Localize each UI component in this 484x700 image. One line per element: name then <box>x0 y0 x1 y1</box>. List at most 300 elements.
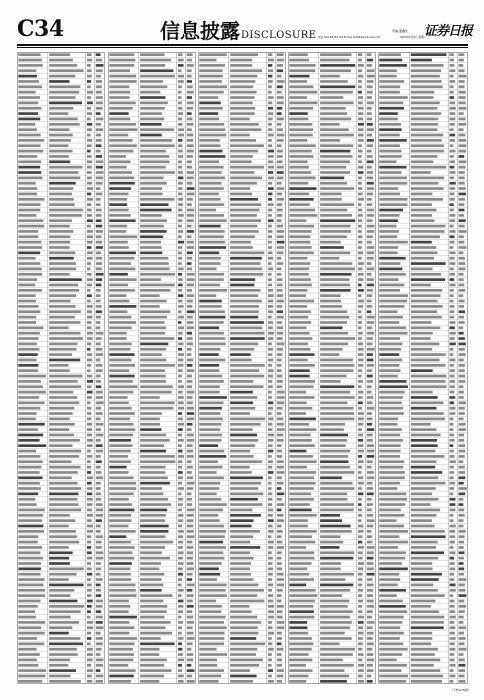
cell-text <box>367 455 374 458</box>
cell-text <box>320 487 354 490</box>
cell-text <box>459 380 466 383</box>
cell-text <box>379 273 405 276</box>
cell-text <box>109 450 130 453</box>
cell-text <box>268 562 273 565</box>
cell-text <box>450 610 456 613</box>
cell-text <box>367 284 374 287</box>
cell-text <box>140 584 163 587</box>
cell-text <box>320 321 347 324</box>
cell-text <box>367 653 373 656</box>
cell-text <box>379 385 408 388</box>
cell-text <box>411 310 437 313</box>
cell-text <box>411 626 444 629</box>
cell-text <box>411 332 433 335</box>
cell-text <box>87 343 91 346</box>
cell-text <box>411 353 446 356</box>
cell-text <box>199 300 221 303</box>
cell-text <box>277 112 282 115</box>
cell-text <box>87 482 92 485</box>
cell-text <box>358 102 363 105</box>
cell-text <box>367 412 372 415</box>
cell-text <box>187 621 194 624</box>
cell-text <box>230 75 257 78</box>
cell-text <box>199 551 223 554</box>
cell-text <box>187 155 193 158</box>
cell-text <box>199 385 219 388</box>
cell-text <box>49 294 76 297</box>
cell-text <box>18 530 44 533</box>
cell-text <box>277 144 282 147</box>
cell-text <box>459 525 464 528</box>
cell-text <box>459 332 464 335</box>
cell-text <box>49 177 80 180</box>
cell-text <box>367 75 375 78</box>
cell-text <box>87 160 92 163</box>
cell-text <box>379 96 407 99</box>
cell-text <box>379 193 400 196</box>
cell-text <box>178 252 182 255</box>
cell-text <box>277 348 283 351</box>
cell-text <box>18 648 36 651</box>
cell-text <box>87 289 91 292</box>
cell-text <box>268 64 272 67</box>
cell-text <box>320 594 342 597</box>
cell-text <box>367 632 374 635</box>
cell-text <box>178 332 183 335</box>
cell-text <box>277 664 282 667</box>
cell-text <box>49 450 81 453</box>
cell-text <box>411 59 432 62</box>
cell-text <box>187 493 192 496</box>
cell-text <box>178 530 184 533</box>
cell-text <box>411 610 439 613</box>
cell-text <box>459 450 466 453</box>
cell-text <box>320 621 352 624</box>
cell-text <box>199 112 218 115</box>
cell-text <box>87 171 92 174</box>
cell-text <box>379 675 408 678</box>
cell-text <box>411 359 440 362</box>
cell-text <box>289 584 306 587</box>
cell-text <box>140 332 165 335</box>
cell-text <box>268 369 274 372</box>
cell-text <box>87 278 93 281</box>
cell-text <box>49 166 82 169</box>
cell-text <box>358 69 362 72</box>
cell-text <box>199 535 225 538</box>
cell-text <box>18 289 42 292</box>
cell-text <box>411 584 434 587</box>
cell-text <box>96 343 101 346</box>
cell-text <box>289 503 309 506</box>
cell-text <box>87 187 93 190</box>
cell-text <box>87 519 92 522</box>
cell-text <box>289 102 317 105</box>
cell-text <box>450 584 456 587</box>
cell-text <box>379 514 404 517</box>
cell-text <box>109 637 137 640</box>
cell-text <box>277 214 283 217</box>
cell-text <box>411 171 431 174</box>
cell-text <box>187 514 194 517</box>
cell-text <box>450 450 454 453</box>
cell-text <box>320 535 340 538</box>
cell-text <box>140 139 172 142</box>
cell-text <box>289 493 311 496</box>
cell-text <box>140 621 170 624</box>
cell-text <box>411 525 435 528</box>
table-column-3 <box>198 52 286 684</box>
cell-text <box>277 412 282 415</box>
cell-text <box>178 428 183 431</box>
cell-text <box>379 535 399 538</box>
cell-text <box>320 91 353 94</box>
cell-text <box>18 557 43 560</box>
cell-text <box>268 412 272 415</box>
cell-text <box>289 498 314 501</box>
cell-text <box>277 203 282 206</box>
cell-text <box>49 605 84 608</box>
cell-text <box>18 198 44 201</box>
cell-text <box>268 128 273 131</box>
cell-text <box>459 316 465 319</box>
cell-text <box>230 102 253 105</box>
cell-text <box>277 155 283 158</box>
cell-text <box>358 91 362 94</box>
cell-text <box>320 155 352 158</box>
cell-text <box>358 653 364 656</box>
cell-text <box>49 59 73 62</box>
cell-text <box>367 578 373 581</box>
cell-text <box>49 171 78 174</box>
cell-text <box>140 209 171 212</box>
cell-text <box>230 541 250 544</box>
cell-text <box>289 300 314 303</box>
cell-text <box>18 525 43 528</box>
cell-text <box>230 423 261 426</box>
cell-text <box>187 530 194 533</box>
cell-text <box>96 471 102 474</box>
cell-text <box>411 605 431 608</box>
cell-text <box>450 155 454 158</box>
cell-text <box>87 96 91 99</box>
cell-text <box>230 675 256 678</box>
cell-text <box>18 150 43 153</box>
cell-text <box>411 209 437 212</box>
cell-text <box>199 680 218 683</box>
cell-text <box>289 160 307 163</box>
cell-text <box>367 487 373 490</box>
cell-text <box>178 273 182 276</box>
cell-text <box>289 305 307 308</box>
cell-text <box>109 262 131 265</box>
cell-text <box>320 680 347 683</box>
cell-text <box>277 525 282 528</box>
cell-text <box>140 294 160 297</box>
cell-text <box>379 428 401 431</box>
cell-text <box>199 241 224 244</box>
cell-text <box>289 182 308 185</box>
cell-text <box>358 337 362 340</box>
cell-text <box>358 326 362 329</box>
cell-text <box>140 675 164 678</box>
cell-text <box>320 653 353 656</box>
cell-text <box>96 664 103 667</box>
cell-text <box>178 385 184 388</box>
cell-text <box>96 262 102 265</box>
cell-text <box>96 450 103 453</box>
cell-text <box>379 53 401 56</box>
cell-text <box>199 578 217 581</box>
cell-text <box>268 375 273 378</box>
cell-text <box>367 160 374 163</box>
cell-text <box>289 241 310 244</box>
cell-text <box>358 193 363 196</box>
cell-text <box>199 171 221 174</box>
cell-text <box>109 380 133 383</box>
cell-text <box>140 53 164 56</box>
cell-text <box>199 144 220 147</box>
cell-text <box>96 455 101 458</box>
cell-text <box>459 562 464 565</box>
cell-text <box>289 155 313 158</box>
cell-text <box>289 289 307 292</box>
cell-text <box>87 498 93 501</box>
cell-text <box>87 418 91 421</box>
cell-text <box>268 305 273 308</box>
cell-text <box>140 91 160 94</box>
cell-text <box>109 391 133 394</box>
cell-text <box>187 214 194 217</box>
cell-text <box>49 246 70 249</box>
cell-text <box>187 659 193 662</box>
cell-text <box>358 171 364 174</box>
cell-text <box>320 466 350 469</box>
cell-text <box>187 653 193 656</box>
cell-text <box>187 369 195 372</box>
cell-text <box>268 530 274 533</box>
cell-text <box>379 616 403 619</box>
cell-text <box>178 359 183 362</box>
cell-text <box>320 278 349 281</box>
cell-text <box>268 401 273 404</box>
cell-text <box>367 69 375 72</box>
cell-text <box>358 80 362 83</box>
cell-text <box>367 187 374 190</box>
cell-text <box>96 332 104 335</box>
cell-text <box>268 509 273 512</box>
cell-text <box>277 514 284 517</box>
cell-text <box>199 391 219 394</box>
cell-text <box>187 123 194 126</box>
cell-text <box>199 487 219 490</box>
cell-text <box>379 401 402 404</box>
cell-text <box>199 337 225 340</box>
cell-text <box>140 380 166 383</box>
cell-text <box>230 584 258 587</box>
cell-text <box>49 519 75 522</box>
cell-text <box>18 241 41 244</box>
cell-text <box>450 193 455 196</box>
cell-text <box>109 610 128 613</box>
cell-text <box>277 262 283 265</box>
cell-text <box>18 284 35 287</box>
cell-text <box>109 284 128 287</box>
cell-text <box>187 664 192 667</box>
cell-text <box>49 493 78 496</box>
cell-text <box>187 610 193 613</box>
cell-text <box>367 268 374 271</box>
cell-text <box>18 128 37 131</box>
cell-text <box>268 102 272 105</box>
cell-text <box>87 69 92 72</box>
cell-text <box>358 648 362 651</box>
cell-text <box>87 166 92 169</box>
cell-text <box>109 369 129 372</box>
cell-text <box>96 493 101 496</box>
cell-text <box>459 177 465 180</box>
cell-text <box>18 562 41 565</box>
cell-text <box>178 632 182 635</box>
cell-text <box>459 434 465 437</box>
cell-text <box>358 391 364 394</box>
cell-text <box>109 343 131 346</box>
cell-text <box>199 284 220 287</box>
cell-text <box>459 284 465 287</box>
cell-text <box>459 675 465 678</box>
cell-text <box>277 503 285 506</box>
cell-text <box>277 150 283 153</box>
cell-text <box>358 476 363 479</box>
cell-text <box>18 262 40 265</box>
cell-text <box>289 316 308 319</box>
cell-text <box>289 525 308 528</box>
cell-text <box>187 450 193 453</box>
cell-text <box>459 605 467 608</box>
cell-text <box>450 64 455 67</box>
cell-text <box>289 225 314 228</box>
cell-text <box>411 642 431 645</box>
cell-text <box>289 257 307 260</box>
cell-text <box>199 353 218 356</box>
cell-text <box>87 246 92 249</box>
cell-text <box>87 503 93 506</box>
cell-text <box>178 80 184 83</box>
cell-text <box>18 637 37 640</box>
cell-text <box>358 562 364 565</box>
cell-text <box>268 155 274 158</box>
cell-text <box>199 610 221 613</box>
cell-text <box>268 123 272 126</box>
cell-text <box>450 91 454 94</box>
cell-text <box>199 407 222 410</box>
cell-text <box>289 193 309 196</box>
cell-text <box>289 80 307 83</box>
cell-text <box>178 300 183 303</box>
cell-text <box>277 642 282 645</box>
cell-text <box>277 252 284 255</box>
cell-text <box>187 118 193 121</box>
cell-text <box>49 69 84 72</box>
cell-text <box>178 144 182 147</box>
cell-text <box>379 594 396 597</box>
cell-text <box>450 401 455 404</box>
cell-text <box>96 128 103 131</box>
cell-text <box>178 107 183 110</box>
cell-text <box>459 246 467 249</box>
cell-text <box>230 391 253 394</box>
cell-text <box>140 144 175 147</box>
cell-text <box>49 385 81 388</box>
cell-text <box>367 246 375 249</box>
cell-text <box>96 589 101 592</box>
cell-text <box>289 203 309 206</box>
cell-text <box>109 444 132 447</box>
cell-text <box>87 546 91 549</box>
cell-text <box>178 460 182 463</box>
cell-text <box>187 669 195 672</box>
cell-text <box>268 118 273 121</box>
cell-text <box>320 198 342 201</box>
cell-text <box>199 664 217 667</box>
cell-text <box>230 514 261 517</box>
cell-text <box>379 332 407 335</box>
cell-text <box>49 444 72 447</box>
cell-text <box>411 289 442 292</box>
cell-text <box>18 75 37 78</box>
cell-text <box>18 396 39 399</box>
cell-text <box>289 246 311 249</box>
cell-text <box>109 155 126 158</box>
cell-text <box>459 139 467 142</box>
cell-text <box>450 150 456 153</box>
cell-text <box>289 610 314 613</box>
cell-text <box>268 321 273 324</box>
cell-text <box>230 241 251 244</box>
cell-text <box>411 637 432 640</box>
cell-text <box>459 59 464 62</box>
cell-text <box>320 568 341 571</box>
cell-text <box>178 380 182 383</box>
cell-text <box>459 112 464 115</box>
cell-text <box>199 562 221 565</box>
cell-text <box>140 96 165 99</box>
cell-text <box>18 680 42 683</box>
cell-text <box>367 637 373 640</box>
cell-text <box>96 198 101 201</box>
cell-text <box>277 171 284 174</box>
table-column-1 <box>17 52 105 684</box>
cell-text <box>230 235 255 238</box>
cell-text <box>379 455 400 458</box>
cell-text <box>320 353 339 356</box>
cell-text <box>379 648 407 651</box>
cell-text <box>49 219 72 222</box>
cell-text <box>289 123 312 126</box>
cell-text <box>140 568 159 571</box>
cell-text <box>320 610 353 613</box>
cell-text <box>49 321 80 324</box>
cell-text <box>277 450 282 453</box>
cell-text <box>187 337 193 340</box>
cell-text <box>268 493 272 496</box>
cell-text <box>320 128 349 131</box>
cell-text <box>49 144 68 147</box>
cell-text <box>187 573 193 576</box>
cell-text <box>411 80 442 83</box>
cell-text <box>277 139 284 142</box>
cell-text <box>320 605 348 608</box>
